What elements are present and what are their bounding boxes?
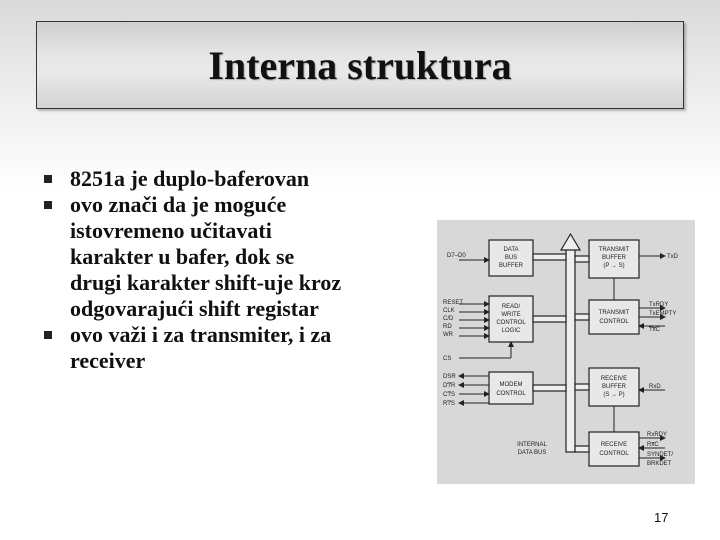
pin-label: TxEMPTY xyxy=(649,311,677,317)
pin-label: SYNDET/ xyxy=(647,452,674,458)
bullet-text: 8251a je duplo-baferovan xyxy=(70,166,310,191)
bullet-list xyxy=(44,166,344,374)
pin-label: RESET xyxy=(443,300,464,306)
pin-label: RxRDY xyxy=(647,432,668,438)
block-label: RECEIVE xyxy=(600,376,628,382)
modem-control-block xyxy=(489,372,533,404)
bus-arrow-top-icon xyxy=(561,234,580,250)
pin-label: D7–D0 xyxy=(447,253,466,259)
bullet-text: ovo važi i za transmiter, i za receiver xyxy=(70,322,332,373)
page-number: 17 xyxy=(654,510,669,525)
square-bullet-icon xyxy=(44,175,52,183)
pin-label: C/D xyxy=(443,316,454,322)
title-box xyxy=(36,21,684,109)
pin-label: DTR xyxy=(443,383,456,389)
block-label: BUFFER xyxy=(602,255,626,261)
block-label: READ/ xyxy=(501,304,521,310)
square-bullet-icon xyxy=(44,201,52,209)
block-label: CONTROL xyxy=(599,319,629,325)
block-label: CONTROL xyxy=(599,451,629,457)
internal-data-bus xyxy=(566,244,575,452)
diagram-svg xyxy=(437,220,695,484)
pin-label: RxC xyxy=(647,442,659,448)
block-label: RECEIVE xyxy=(600,442,628,448)
block-label: CONTROL xyxy=(496,320,526,326)
block-label: LOGIC xyxy=(501,328,521,334)
pin-label: BRKDET xyxy=(647,461,672,467)
block-label: WRITE xyxy=(501,312,521,318)
pin-label: CLK xyxy=(443,308,455,314)
block-label: (S → P) xyxy=(603,392,625,398)
block-label: TRANSMIT xyxy=(598,310,630,316)
pin-label: TxD xyxy=(667,254,678,260)
bus-connections xyxy=(533,254,589,452)
block-diagram xyxy=(437,220,695,484)
internal-bus-label: DATA BUS xyxy=(517,450,547,456)
pin-label: DSR xyxy=(443,374,456,380)
pin-label: CTS xyxy=(443,392,455,398)
block-label: MODEM xyxy=(499,382,523,388)
slide-title: Interna struktura xyxy=(208,42,512,88)
pin-label: CS xyxy=(443,356,452,362)
block-label: CONTROL xyxy=(496,391,526,397)
internal-bus-label: INTERNAL xyxy=(517,442,547,448)
pin-label: RD xyxy=(443,324,452,330)
right-pin-lines xyxy=(614,256,668,458)
block-label: DATA xyxy=(503,247,519,253)
pin-label: RTS xyxy=(443,401,455,407)
read-write-control-logic-block xyxy=(489,296,533,342)
pin-label: WR xyxy=(443,332,453,338)
square-bullet-icon xyxy=(44,331,52,339)
bullet-text: ovo znači da je moguće istovremeno učitavati karakter u bafer, dok se drugi karakter shift-uje kroz odgovarajući shift registar xyxy=(70,192,342,321)
bullet-item xyxy=(44,166,344,192)
transmit-control-block xyxy=(589,300,639,334)
block-label: TRANSMIT xyxy=(598,247,630,253)
pin-label: TxRDY xyxy=(649,302,669,308)
block-label: BUS xyxy=(504,255,518,261)
pin-label: TxC xyxy=(649,327,660,333)
block-label: BUFFER xyxy=(602,384,626,390)
pin-label: RxD xyxy=(649,384,661,390)
bullet-item xyxy=(44,192,344,322)
block-label: BUFFER xyxy=(499,263,523,269)
receive-control-block xyxy=(589,432,639,466)
bullet-item xyxy=(44,322,344,374)
block-label: (P → S) xyxy=(603,263,625,269)
